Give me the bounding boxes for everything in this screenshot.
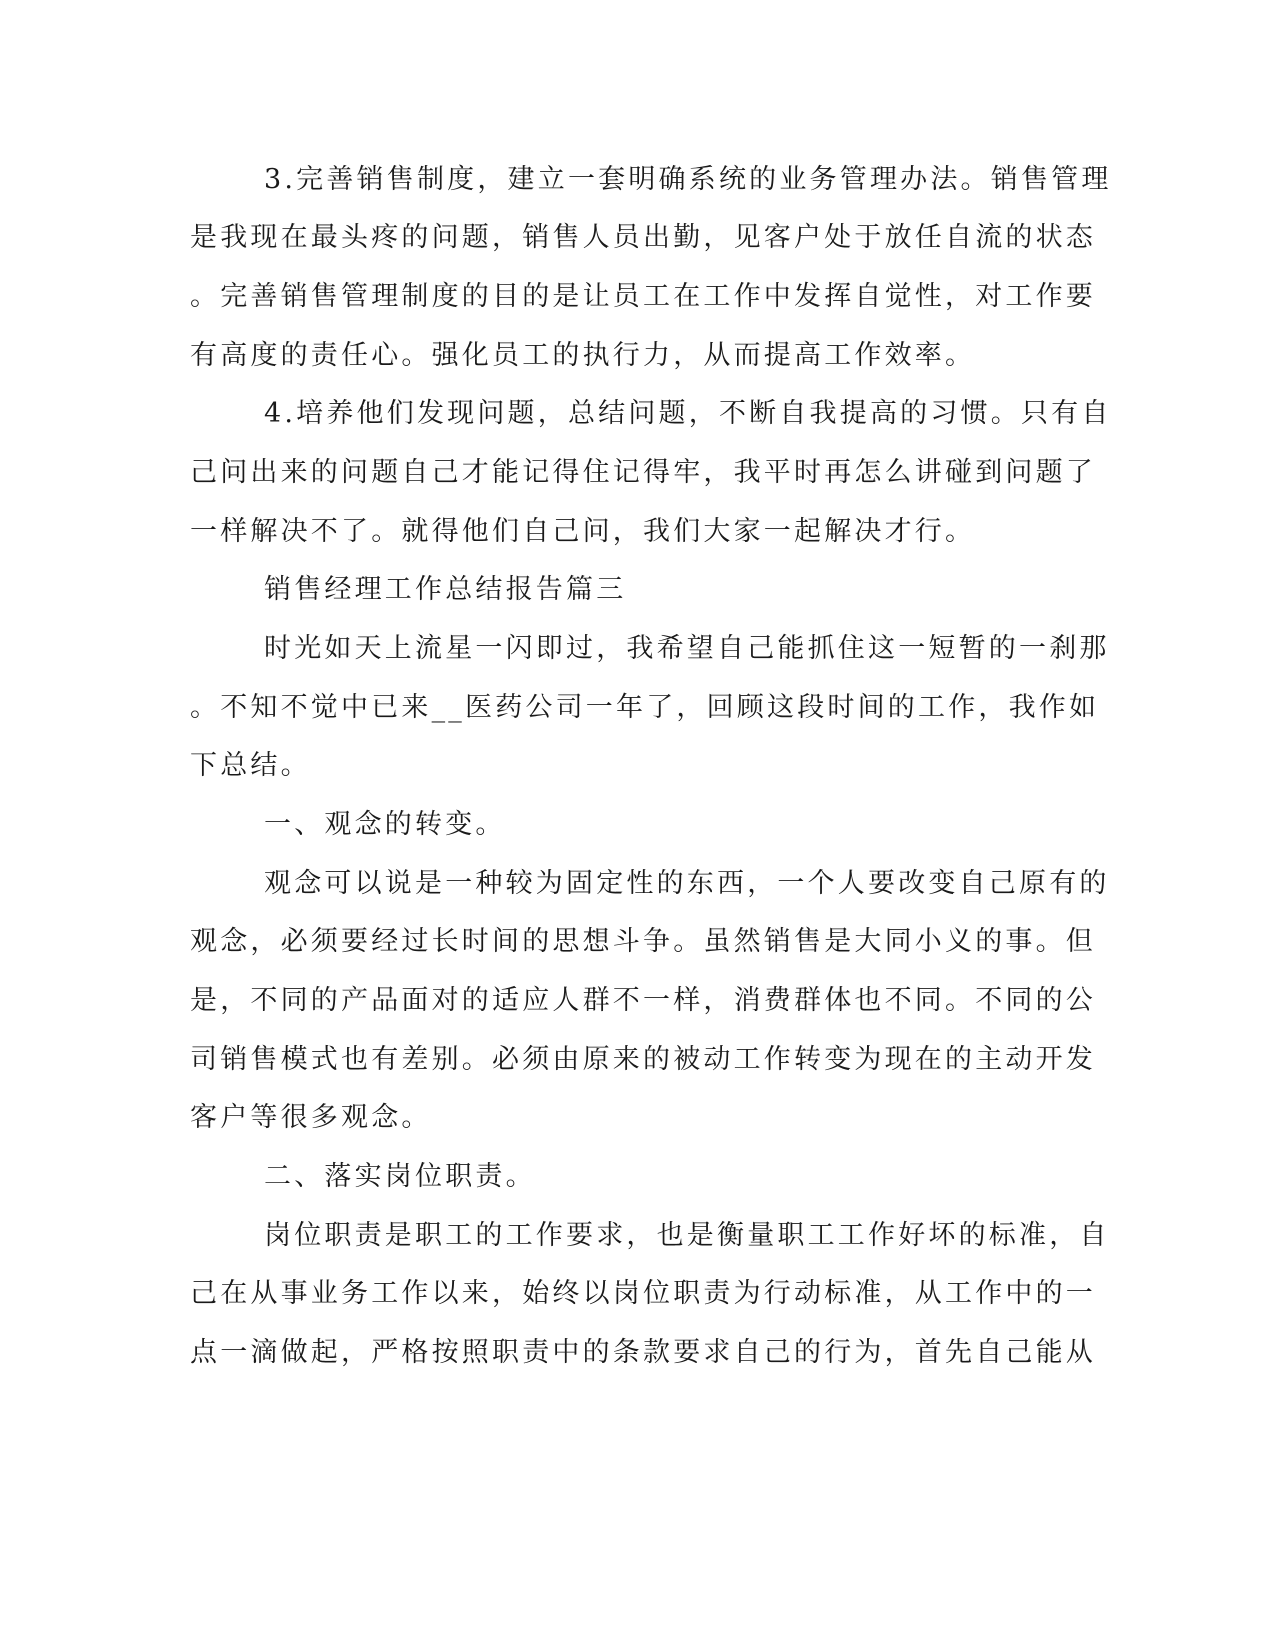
text-line: 是我现在最头疼的问题，销售人员出勤，见客户处于放任自流的状态: [190, 222, 1096, 253]
text-line: 是，不同的产品面对的适应人群不一样，消费群体也不同。不同的公: [190, 985, 1096, 1016]
text-line: 。不知不觉中已来__医药公司一年了，回顾这段时间的工作，我作如: [190, 692, 1100, 723]
text-line: 有高度的责任心。强化员工的执行力，从而提高工作效率。: [190, 340, 976, 371]
text-line: 己在从事业务工作以来，始终以岗位职责为行动标准，从工作中的一: [190, 1278, 1096, 1309]
text-line: 观念，必须要经过长时间的思想斗争。虽然销售是大同小义的事。但: [190, 926, 1096, 957]
text-line: 3.完善销售制度，建立一套明确系统的业务管理办法。销售管理: [264, 164, 1112, 195]
text-line: 点一滴做起，严格按照职责中的条款要求自己的行为，首先自己能从: [190, 1337, 1096, 1368]
text-line: 岗位职责是职工的工作要求，也是衡量职工工作好坏的标准，自: [264, 1220, 1110, 1251]
text-line: 一样解决不了。就得他们自己问，我们大家一起解决才行。: [190, 516, 976, 547]
text-line: 4.培养他们发现问题，总结问题，不断自我提高的习惯。只有自: [264, 398, 1112, 429]
section-heading: 一、观念的转变。: [264, 809, 506, 840]
text-line: 下总结。: [190, 750, 311, 781]
section-title: 销售经理工作总结报告篇三: [264, 574, 627, 605]
text-line: 。完善销售管理制度的目的是让员工在工作中发挥自觉性，对工作要: [190, 281, 1096, 312]
text-line: 观念可以说是一种较为固定性的东西，一个人要改变自己原有的: [264, 868, 1110, 899]
text-line: 司销售模式也有差别。必须由原来的被动工作转变为现在的主动开发: [190, 1044, 1096, 1075]
text-line: 客户等很多观念。: [190, 1102, 432, 1133]
text-line: 时光如天上流星一闪即过，我希望自己能抓住这一短暂的一刹那: [264, 633, 1110, 664]
section-heading: 二、落实岗位职责。: [264, 1161, 536, 1192]
text-line: 己问出来的问题自己才能记得住记得牢，我平时再怎么讲碰到问题了: [190, 457, 1096, 488]
